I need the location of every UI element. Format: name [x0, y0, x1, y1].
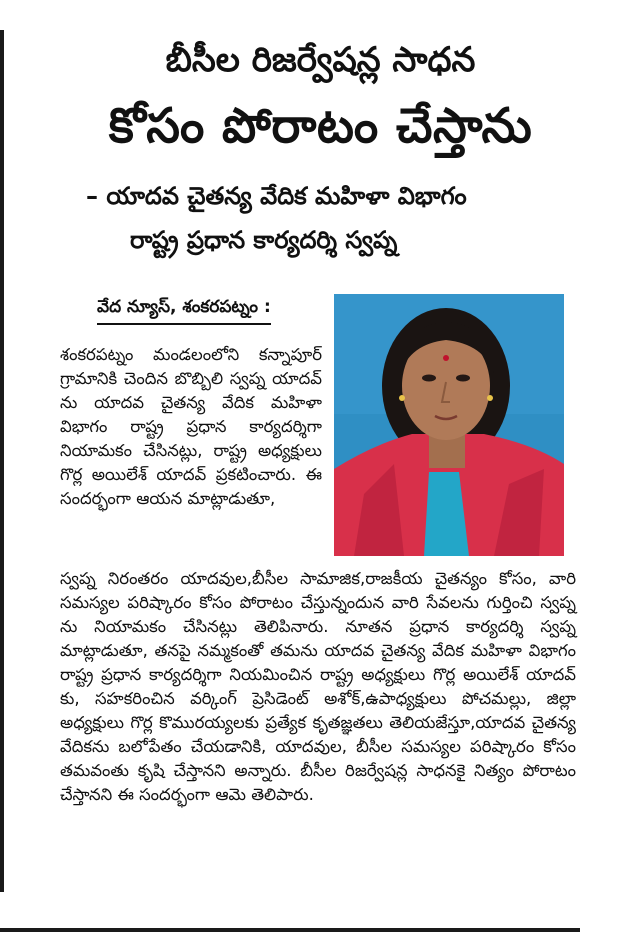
bottom-rule: [0, 928, 580, 932]
dateline: వేద న్యూస్, శంకరపట్నం :: [97, 297, 271, 325]
headline-line-1: బీసీల రిజర్వేషన్ల సాధన: [165, 40, 476, 80]
left-column-rule: [0, 30, 4, 892]
portrait-photo: [334, 294, 564, 556]
portrait-photo-icon: [334, 294, 564, 556]
subheadline-line-1: – యాదవ చైతన్య వేదిక మహిళా విభాగం: [86, 182, 467, 210]
article-narrow-column: శంకరపట్నం మండలంలోని కన్నాపూర్ గ్రామానికి చెందిన బొబ్బిలి స్వప్న యాదవ్ ను యాదవ చైతన్య వేదిక మహిళా విభాగం రాష్ట్ర ప్రధాన కార్యదర్శిగా నియామకం చేసినట్లు, రాష్ట్ర అధ్యక్షులు గొర్ల అయిలేశ్ యాదవ్ ప్రకటించారు. ఈ సందర్భంగా ఆయన మాట్లాడుతూ,: [60, 345, 322, 508]
subheadline-line-2: రాష్ట్ర ప్రధాన కార్యదర్శి స్వప్న: [130, 226, 398, 254]
article-wide-column: స్వప్న నిరంతరం యాదవుల,బీసీల సామాజిక,రాజకీయ చైతన్యం కోసం, వారి సమస్యల పరిష్కారం కోసం పోరాటం చేస్తున్నందున వారి సేవలను గుర్తించి స్వప్న ను నియామకం చేసినట్లు తెలిపినారు. నూతన ప్రధాన కార్యదర్శి స్వప్న మాట్లాడుతూ, తనపై నమ్మకంతో తమను యాదవ చైతన్య వేదిక మహిళా విభాగం రాష్ట్ర ప్రధాన కార్యదర్శిగా నియమించిన రాష్ట్ర అధ్యక్షులు గొర్ల అయిలేశ్ యాదవ్ కు, సహకరించిన వర్కింగ్ ప్రెసిడెంట్ అశోక్,ఉపాధ్యక్షులు పోచమల్లు, జిల్లా అధ్యక్షులు గొర్ల కొమురయ్యలకు ప్రత్యేక కృతజ్ఞతలు తెలియజేస్తూ,యాదవ చైతన్య వేదికను బలోపేతం చేయడానికి, యాదవుల, బీసీల సమస్యల పరిష్కారం కోసం తమవంతు కృషి చేస్తానని అన్నారు. బీసీల రిజర్వేషన్ల సాధనకై నిత్యం పోరాటం చేస్తానని ఈ సందర్భంగా ఆమె తెలిపారు.: [60, 569, 576, 804]
headline-line-2: కోసం పోరాటం చేస్తాను: [108, 98, 533, 154]
